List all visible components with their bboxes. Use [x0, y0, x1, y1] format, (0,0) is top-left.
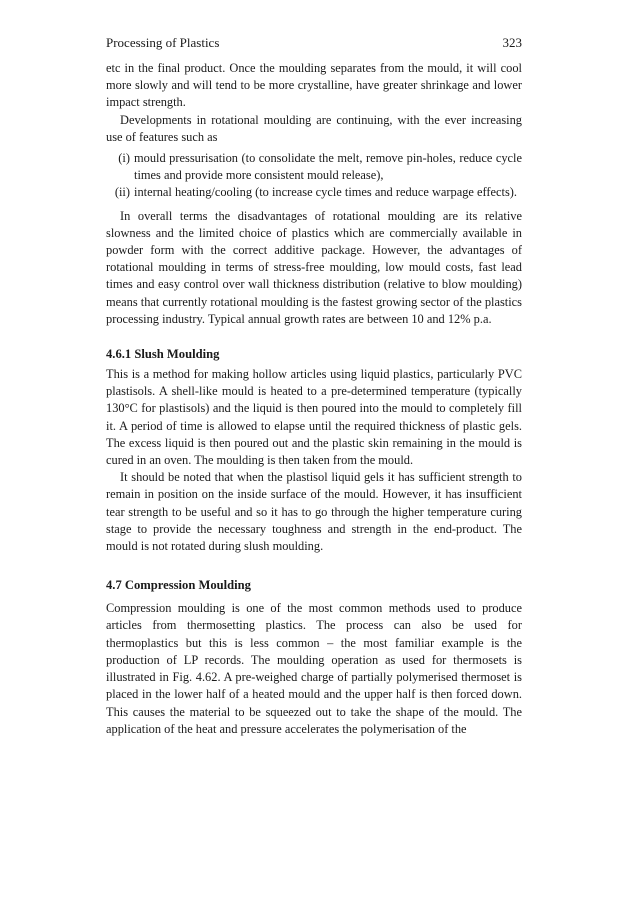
- running-header: [106, 34, 522, 52]
- list-item-text: mould pressurisation (to consolidate the melt, remove pin-holes, reduce cycle times and provide more consistent mould release),: [134, 151, 522, 183]
- list-item-text: internal heating/cooling (to increase cycle times and reduce warpage effects).: [134, 185, 518, 200]
- feature-list: [106, 150, 522, 202]
- list-marker: (i): [118, 151, 130, 166]
- paragraph-continuation: etc in the final product. Once the moulding separates from the mould, it will cool more slowly and will tend to be more crystalline, have greater shrinkage and lower impact strength.: [106, 61, 522, 110]
- paragraph-compression-1: Compression moulding is one of the most common methods used to produce articles from thermosetting plastics. The process can also be used for thermoplastics but this is less common – the most familiar example is the production of LP records. The moulding operation as used for thermosets is illustrated in Fig. 4.62. A pre-weighed charge of partially polymerised thermoset is placed in the lower half of a heated mould and the upper half is then forced down. This causes the material to be squeezed out to take the shape of the mould. The application of the heat and pressure accelerates the polymerisation of the: [106, 601, 522, 736]
- running-title: Processing of Plastics: [106, 35, 220, 50]
- paragraph-slush-2: It should be noted that when the plastisol liquid gels it has sufficient strength to remain in position on the inside surface of the mould. However, it has insufficient tear strength to be useful and so it has to go through the higher temperature curing stage to provide the necessary toughness and strength in the end-product. The mould is not rotated during slush moulding.: [106, 470, 522, 554]
- list-item: [106, 150, 522, 184]
- book-page: [106, 34, 522, 738]
- section-heading-compression-moulding: 4.7 Compression Moulding: [106, 578, 251, 593]
- paragraph-overall: In overall terms the disadvantages of rotational moulding are its relative slowness and the limited choice of plastics which are commercially available in powder form with the correct additive package. However, the advantages of rotational moulding in terms of stress-free moulding, low mould costs, fast lead times and easy control over wall thickness distribution (relative to blow moulding) means that currently rotational moulding is the fastest growing sector of the plastics processing industry. Typical annual growth rates are between 10 and 12% p.a.: [106, 208, 522, 326]
- list-marker: (ii): [114, 185, 130, 200]
- paragraph-slush-1: This is a method for making hollow articles using liquid plastics, particularly PVC plastisols. A shell-like mould is heated to a pre-determined temperature (typically 130°C for plastisols) and the liquid is then poured into the mould to completely fill it. A period of time is allowed to elapse until the required thickness of plastic gels. The excess liquid is then poured out and the plastic skin remaining in the mould is cured in an oven. The moulding is then taken from the mould.: [106, 367, 522, 468]
- section-heading-slush-moulding: 4.6.1 Slush Moulding: [106, 347, 220, 362]
- page-number: 323: [502, 35, 522, 50]
- list-item: [106, 184, 522, 201]
- paragraph-developments: Developments in rotational moulding are continuing, with the ever increasing use of features such as: [106, 112, 522, 144]
